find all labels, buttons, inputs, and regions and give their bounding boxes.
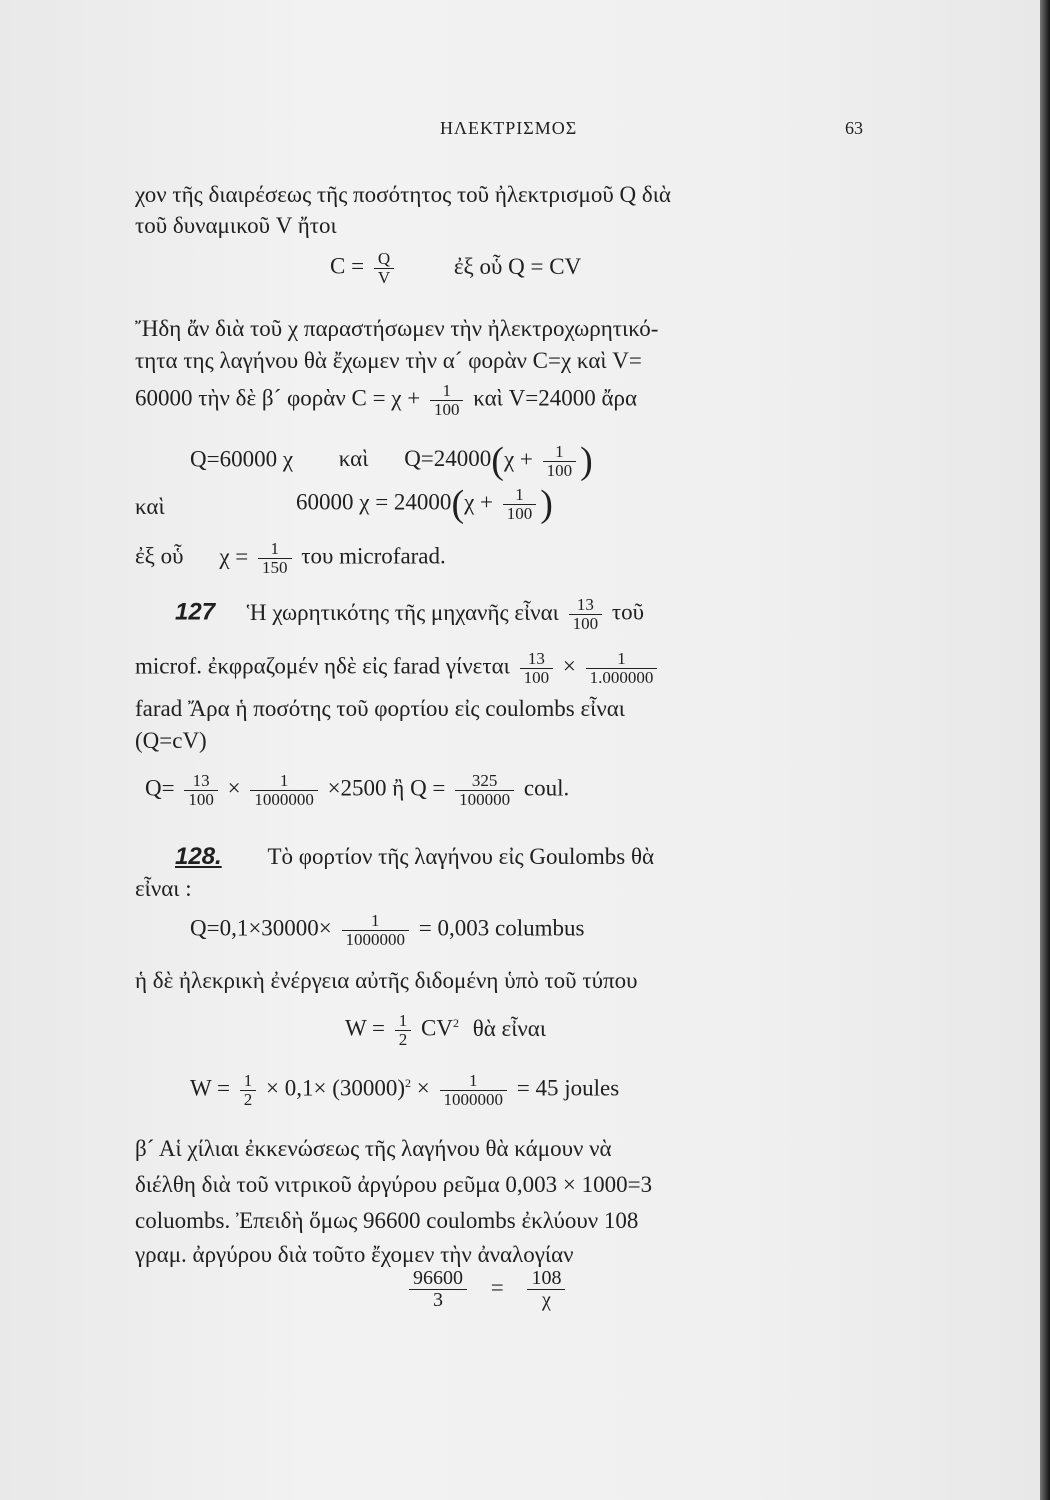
text-line: ἐξ οὗ χ = $\frac{1}{150}$ του microfarad. xyxy=(135,539,446,577)
text-line: τοῦ δυναμικοῦ V ἤτοι xyxy=(135,213,337,238)
equation-proportion: $\frac{96600}{3}$ = $\frac{108}{\chi}$ xyxy=(405,1268,569,1311)
text-line: Ἤδη ἄν διὰ τοῦ χ παραστήσωμεν τὴν ἠλεκτροχωρητικό- xyxy=(135,316,659,341)
text-line: διέλθη διὰ τοῦ νιτρικοῦ ἀργύρου ρεῦμα 0,003 × 1000=3 xyxy=(135,1172,653,1197)
text-line: καὶ xyxy=(135,494,165,519)
equation-charge-128: Q=0,1×30000× $\frac{1}{1000000}$ = 0,003 columbus xyxy=(190,911,585,949)
running-head: ΗΛΕΚΤΡΙΣΜΟΣ xyxy=(440,118,578,138)
text-line: (Q=cV) xyxy=(135,728,207,753)
text-line: ἡ δὲ ἠλεκρικὴ ἐνέργεια αὐτῆς διδομένη ὑπὸ τοῦ τύπου xyxy=(135,968,638,993)
section-128: 128. Τὸ φορτίον τῆς λαγήνου εἰς Goulombs θὰ xyxy=(175,843,655,870)
text-line: farad Ἄρα ἡ ποσότης τοῦ φορτίου εἰς coulombs εἶναι xyxy=(135,696,625,721)
text-line: γραμ. ἀργύρου διὰ τοῦτο ἔχομεν τὴν ἀναλογίαν xyxy=(135,1242,574,1267)
equation-energy-formula: W = $\frac{1}{2}$ $CV^2$ θὰ εἶναι xyxy=(345,1011,547,1049)
equation-capacitance: C = $\frac{Q}{V}$ ἐξ οὗ Q = CV xyxy=(330,249,582,287)
text-line: τητα της λαγήνου θὰ ἔχωμεν τὴν α´ φορὰν C=χ καὶ V= xyxy=(135,348,642,373)
text-line: εἶναι : xyxy=(135,876,192,901)
page-edge-shadow xyxy=(1040,0,1050,1500)
section-number: 128. xyxy=(175,843,222,870)
section-number: 127 xyxy=(175,598,216,626)
page-number: 63 xyxy=(845,118,863,138)
equation-charges: Q=60000 χ καὶ Q=24000(χ + $\frac{1}{100}$ ) xyxy=(190,440,593,482)
equation-charge-value: Q= $\frac{13}{100}$ × $\frac{1}{1000000}$ ×2500 ἢ Q = $\frac{325}{100000}$ coul. xyxy=(145,771,570,809)
equation-energy-value: W = $\frac{1}{2}$ × $0,1\times (30000)^2$ × $\frac{1}{1000000}$ = 45 joules xyxy=(190,1071,620,1109)
text-line: coluombs. Ἐπειδὴ ὅμως 96600 coulombs ἐκλύουν 108 xyxy=(135,1208,639,1233)
equation-equality: 60000 χ = 24000(χ + $\frac{1}{100}$ ) xyxy=(296,483,553,525)
text-line: microf. ἐκφραζομέν ηδὲ εἰς farad γίνεται $\frac{13}{100}$ × $\frac{1}{1.000000}$ xyxy=(135,650,870,687)
text-line: χον τῆς διαιρέσεως τῆς ποσότητος τοῦ ἠλεκτρισμοῦ Q διὰ xyxy=(135,182,671,207)
text-line: β´ Αἱ χίλιαι ἐκκενώσεως τῆς λαγήνου θὰ κάμουν νὰ xyxy=(135,1136,612,1161)
section-127: 127 Ἡ χωρητικότης τῆς μηχανῆς εἶναι $\frac{13}{100}$ τοῦ xyxy=(175,595,644,633)
text-line: 60000 τὴν δὲ β´ φορὰν C = χ + $\frac{1}{100}$ καὶ V=24000 ἄρα xyxy=(135,381,638,419)
